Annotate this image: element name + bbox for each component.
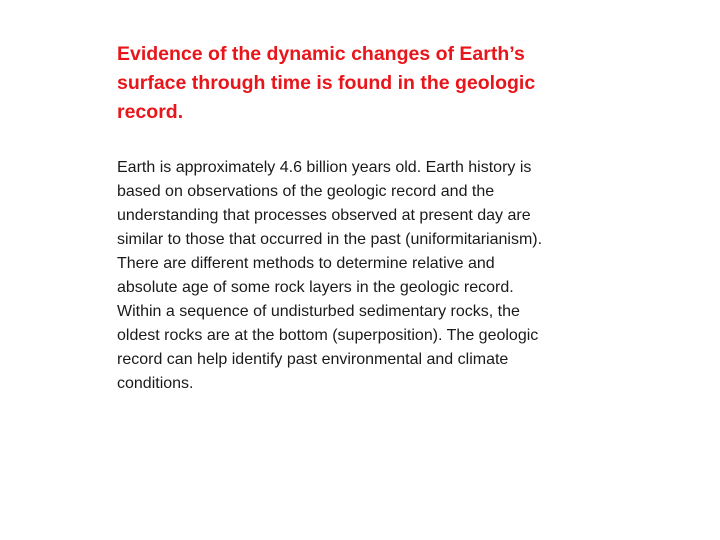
body-line: record can help identify past environmental and climate	[117, 351, 509, 368]
body-line: absolute age of some rock layers in the geologic record.	[117, 279, 514, 296]
title-line: Evidence of the dynamic changes of Earth’s	[117, 43, 525, 65]
body-line: similar to those that occurred in the past (uniformitarianism).	[117, 231, 543, 248]
body-line: Earth is approximately 4.6 billion years old. Earth history is	[117, 159, 532, 176]
body-line: based on observations of the geologic record and the	[117, 183, 495, 200]
body-line: There are different methods to determine relative and	[117, 255, 495, 272]
body-line: understanding that processes observed at present day are	[117, 207, 531, 224]
title-line: surface through time is found in the geologic	[117, 72, 536, 94]
slide-body-text	[117, 156, 637, 396]
body-line: oldest rocks are at the bottom (superposition). The geologic	[117, 327, 539, 344]
body-line: conditions.	[117, 375, 194, 392]
slide-title	[117, 40, 587, 127]
title-line: record.	[117, 101, 184, 123]
body-line: Within a sequence of undisturbed sedimentary rocks, the	[117, 303, 520, 320]
